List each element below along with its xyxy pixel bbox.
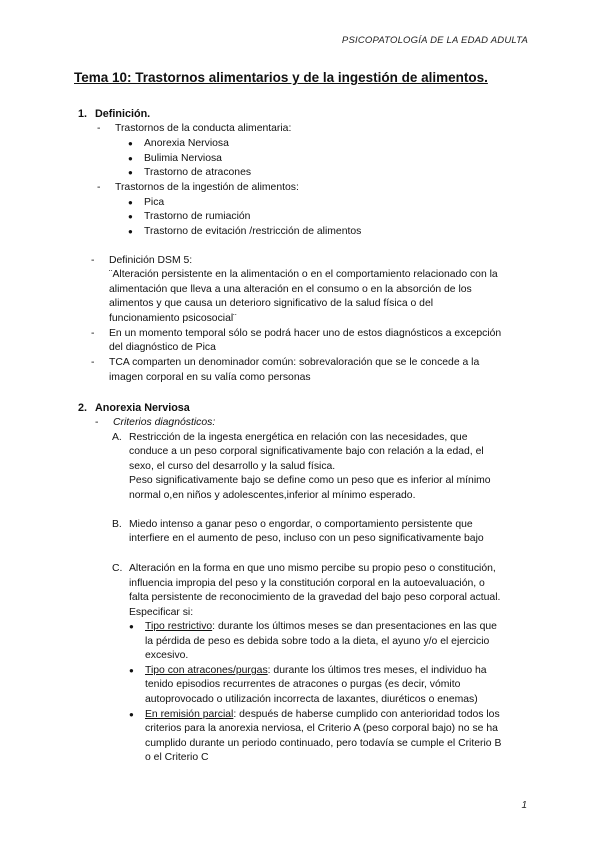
specifier-line: criterios para la anorexia nerviosa, el Criterio A (peso corporal bajo) no se ha: [145, 723, 498, 734]
bullet-marker: ●: [128, 168, 133, 177]
criterion-b-line: interfiere en el aumento de peso, incluso con un peso significativamente bajo: [129, 533, 484, 544]
note-line: imagen corporal en su valía como personas: [109, 372, 311, 383]
list-item: Trastorno de evitación /restricción de alimentos: [144, 226, 362, 237]
section-1-number: 1.: [78, 108, 88, 120]
group-1-label: Trastornos de la conducta alimentaria:: [115, 123, 292, 134]
criterion-b-line: Miedo intenso a ganar peso o engordar, o comportamiento persistente que: [129, 519, 473, 530]
bullet-marker: ●: [128, 227, 133, 236]
dsm-quote-line: ¨Alteración persistente en la alimentación o en el comportamiento relacionado con la: [109, 269, 498, 280]
dash-marker: -: [97, 123, 101, 134]
section-1-heading: Definición.: [95, 108, 151, 120]
dsm-quote-line: funcionamiento psicosocial¨: [109, 313, 237, 324]
section-2-number: 2.: [78, 402, 88, 414]
dsm-quote-line: alimentación que lleva a una alteración en el consumo o en la absorción de los: [109, 284, 472, 295]
section-2-heading: Anorexia Nerviosa: [95, 402, 190, 414]
criteria-subheading: Criterios diagnósticos:: [113, 417, 216, 428]
bullet-marker: ●: [128, 154, 133, 163]
criterion-a-letter: A.: [112, 432, 122, 443]
dsm-label: Definición DSM 5:: [109, 255, 193, 266]
specifier-text: : después de haberse cumplido con anterioridad todos los: [233, 709, 500, 720]
note-line: del diagnóstico de Pica: [109, 342, 216, 353]
specifier-text: : durante los últimos tres meses, el individuo ha: [267, 665, 487, 676]
note-line: En un momento temporal sólo se podrá hacer uno de estos diagnósticos a excepción: [109, 328, 502, 339]
specifier-term: En remisión parcial: [145, 709, 234, 720]
dash-marker: -: [91, 255, 95, 266]
dsm-quote-line: alimentos y que causa un deterioro significativo de la salud física o del: [109, 298, 434, 309]
criterion-c-line: Especificar si:: [129, 607, 194, 618]
specifier-text: : durante los últimos meses se dan presentaciones en las que: [212, 621, 497, 632]
group-2-label: Trastornos de la ingestión de alimentos:: [115, 182, 299, 193]
specifier-line: cumplido durante un periodo continuado, pero todavía se cumple el Criterio B: [145, 738, 502, 749]
bullet-marker: ●: [129, 666, 134, 675]
specifier-line: o el Criterio C: [145, 752, 209, 763]
bullet-marker: ●: [129, 710, 134, 719]
specifier-line: excesivo.: [145, 650, 189, 661]
criterion-c-line: falta persistente de reconocimiento de la gravedad del bajo peso corporal actual.: [129, 592, 501, 603]
list-item: Trastorno de atracones: [144, 167, 252, 178]
criterion-a-line: normal o,en niños y adolescentes,inferior al mínimo esperado.: [129, 490, 416, 501]
page-number: 1: [521, 800, 527, 811]
bullet-marker: ●: [129, 622, 134, 631]
note-line: TCA comparten un denominador común: sobrevaloración que se le concede a la: [109, 357, 480, 368]
bullet-marker: ●: [128, 139, 133, 148]
criterion-c-line: Alteración en la forma en que uno mismo percibe su propio peso o constitución,: [129, 563, 496, 574]
specifier-line: la pérdida de peso es debida sobre todo a la dieta, el ayuno y/o el ejercicio: [145, 636, 490, 647]
bullet-marker: ●: [128, 198, 133, 207]
specifier-line: tenido episodios recurrentes de atracones o purgas (es decir, vómito: [145, 679, 461, 690]
criterion-c-letter: C.: [112, 563, 123, 574]
list-item: Anorexia Nerviosa: [144, 138, 229, 149]
dash-marker: -: [95, 417, 99, 428]
criterion-a-line: Restricción de la ingesta energética en relación con las necesidades, que: [129, 432, 468, 443]
specifier-term: Tipo restrictivo: [145, 621, 213, 632]
specifier-restrictive: [145, 620, 497, 634]
criterion-a-line: conduce a un peso corporal significativamente bajo con relación a la edad, el: [129, 446, 484, 457]
specifier-line: autoprovocado o utilización incorrecta de laxantes, diuréticos o enemas): [145, 694, 478, 705]
criterion-a-line: sexo, el curso del desarrollo y la salud física.: [129, 461, 336, 472]
list-item: Pica: [144, 197, 165, 208]
bullet-marker: ●: [128, 212, 133, 221]
criterion-a-line: Peso significativamente bajo se define como un peso que es inferior al mínimo: [129, 475, 491, 486]
dash-marker: -: [91, 328, 95, 339]
specifier-binge-purge: [145, 664, 487, 678]
dash-marker: -: [91, 357, 95, 368]
list-item: Trastorno de rumiación: [144, 211, 251, 222]
criterion-b-letter: B.: [112, 519, 122, 530]
criterion-c-line: influencia impropia del peso y la constitución corporal en la autoevaluación, o: [129, 578, 485, 589]
running-header: PSICOPATOLOGÍA DE LA EDAD ADULTA: [341, 35, 528, 46]
page-title: Tema 10: Trastornos alimentarios y de la ingestión de alimentos.: [74, 70, 488, 85]
specifier-partial-remission: [145, 708, 500, 722]
dash-marker: -: [97, 182, 101, 193]
list-item: Bulimia Nerviosa: [144, 153, 222, 164]
specifier-term: Tipo con atracones/purgas: [145, 665, 268, 676]
